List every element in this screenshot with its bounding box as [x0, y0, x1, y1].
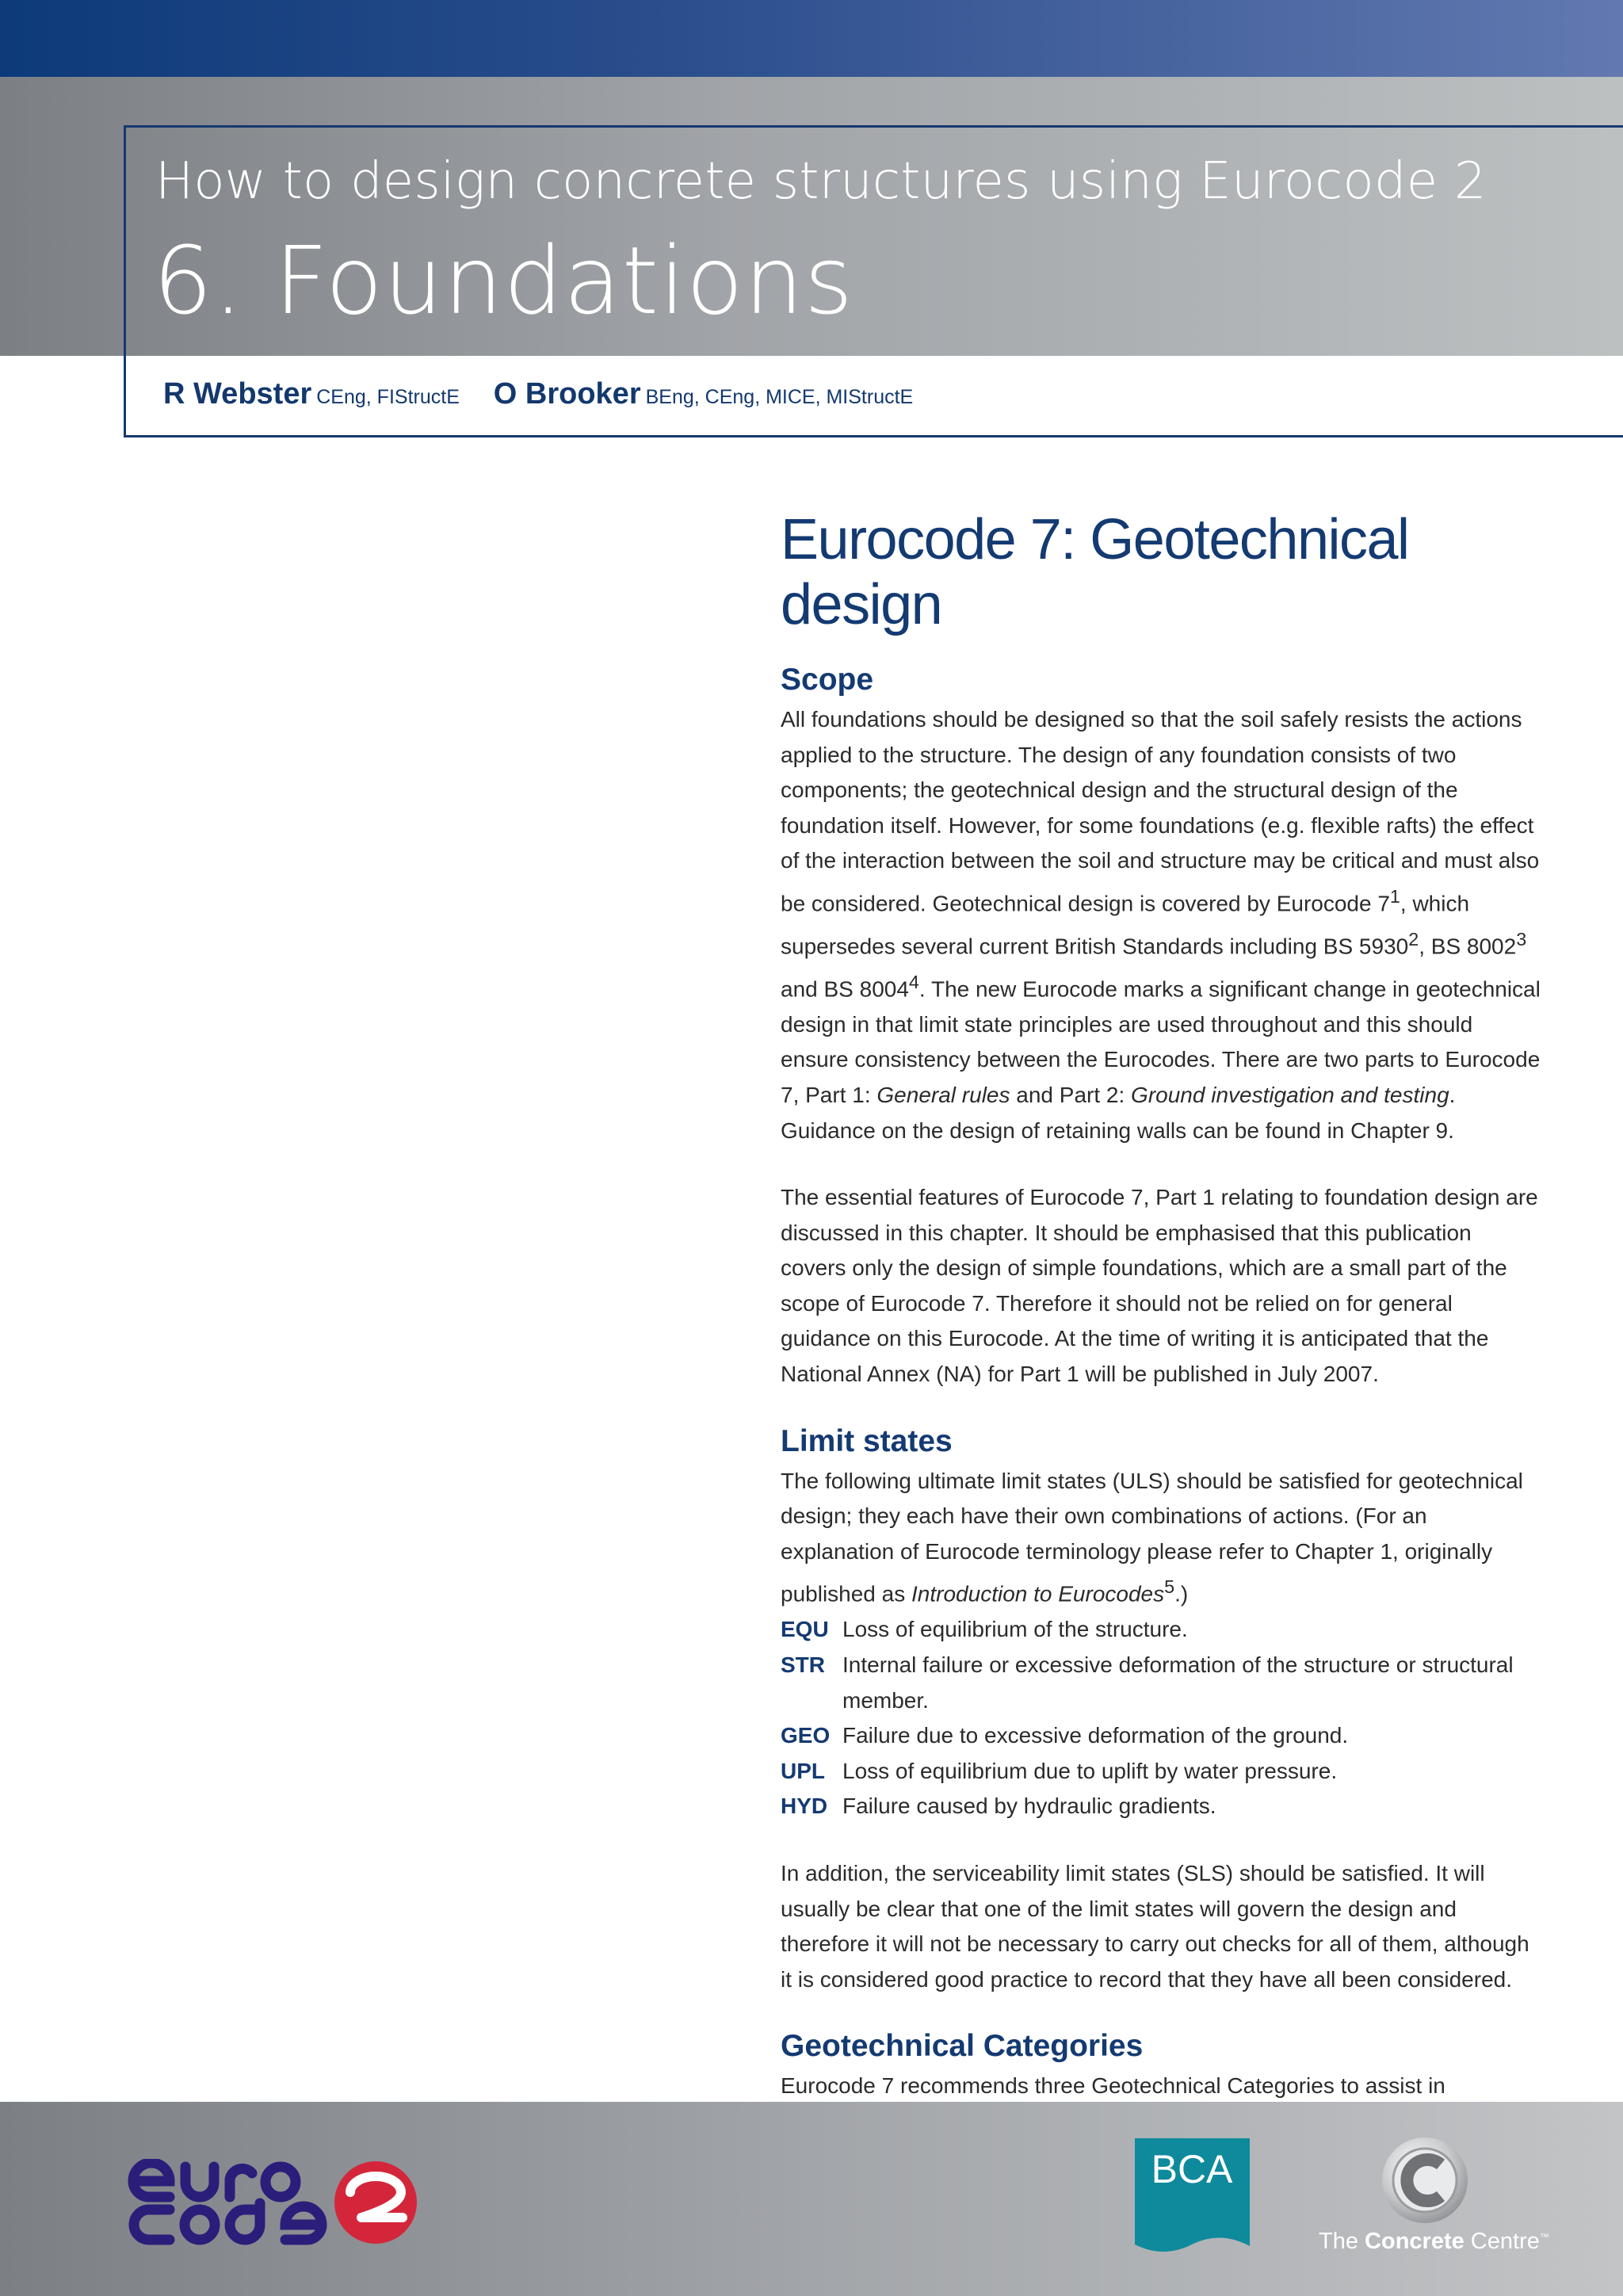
article-body	[781, 507, 1541, 2175]
limit-states-list	[781, 1612, 1541, 1824]
list-item	[781, 1754, 1541, 1790]
limit-state-description: Internal failure or excessive deformation of the structure or structural member.	[842, 1652, 1514, 1713]
series-title: How to design concrete structures using Eurocode 2	[155, 152, 1487, 211]
limit-state-code: EQU	[781, 1617, 829, 1642]
sls-paragraph: In addition, the serviceability limit states (SLS) should be satisfied. It will usually be clear that one of the limit states will govern the design and therefore it will not be necessary to carry out checks for all of them, although it is considered good practice to record that they have all been considered.	[781, 1860, 1529, 1992]
limit-state-code: HYD	[781, 1794, 828, 1819]
limit-states-intro: The following ultimate limit states (ULS) should be satisfied for geotechnical design; they each have their own combinations of actions. (For an explanation of Eurocode terminology please refer to Chapter 1, originally published as Introduction to Eurocodes$^5$.)	[781, 1468, 1523, 1606]
list-item	[781, 1718, 1541, 1754]
page-title: 6. Foundations	[153, 226, 854, 335]
scope-paragraph-2: The essential features of Eurocode 7, Part 1 relating to foundation design are discussed in this chapter. It should be emphasised that this publication covers only the design of simple foundations, which are a small part of the scope of Eurocode 7. Therefore it should not be relied on for general guidance on this Eurocode. At the time of writing it is anticipated that the National Annex (NA) for Part 1 will be published in July 2007.	[781, 1185, 1538, 1387]
eurocode-2-logo	[124, 2159, 425, 2246]
scope-paragraph-1: All foundations should be designed so that the soil safely resists the actions applied to the structure. The design of any foundation consists of two components; the geotechnical design and the structural design of the foundation itself. However, for some foundations (e.g. flexible rafts) the effect of the interaction between the soil and structure may be critical and must also be considered. Geotechnical design is covered by Eurocode $7^1$, which supersedes several current British Standards including BS 5930$^2$, BS 8002$^3$ and BS 8004$^4$. The new Eurocode marks a significant change in geotechnical design in that limit state principles are used throughout and this should ensure consistency between the Eurocodes. There are two parts to Eurocode 7, Part 1: General rules and Part 2: Ground investigation and testing. Guidance on the design of retaining walls can be found in Chapter 9.	[781, 707, 1541, 1143]
article-title: Eurocode 7: Geotechnical design	[781, 508, 1409, 636]
concrete-centre-logo-icon	[1316, 2136, 1553, 2225]
limit-state-description: Loss of equilibrium due to uplift by water pressure.	[842, 1758, 1338, 1783]
limit-state-description: Failure due to excessive deformation of the ground.	[842, 1723, 1349, 1748]
geotechnical-categories-heading: Geotechnical Categories	[781, 2029, 1144, 2064]
list-item	[781, 1789, 1541, 1824]
authors-line	[163, 377, 913, 411]
scope-heading: Scope	[781, 663, 874, 697]
limit-state-code: STR	[781, 1652, 825, 1677]
concrete-centre-wordmark: The Concrete Centre™	[1319, 2229, 1549, 2254]
top-color-band	[0, 0, 1623, 77]
bca-logo	[1135, 2138, 1250, 2256]
bca-logo-text: BCA	[1151, 2147, 1233, 2191]
limit-state-description: Failure caused by hydraulic gradients.	[842, 1794, 1216, 1819]
limit-states-heading: Limit states	[781, 1423, 953, 1458]
list-item	[781, 1612, 1541, 1648]
limit-state-code: GEO	[781, 1723, 831, 1748]
author-name: R Webster	[163, 377, 312, 411]
limit-state-description: Loss of equilibrium of the structure.	[842, 1617, 1188, 1642]
list-item	[781, 1648, 1541, 1718]
author-qualifications: BEng, CEng, MICE, MIStructE	[645, 386, 914, 408]
author-qualifications: CEng, FIStructE	[316, 386, 460, 408]
limit-state-code: UPL	[781, 1758, 825, 1783]
author-name: O Brooker	[493, 377, 641, 411]
geotechnical-categories-paragraph: Eurocode 7 recommends three Geotechnical Categories to assist in	[781, 2073, 1445, 2099]
